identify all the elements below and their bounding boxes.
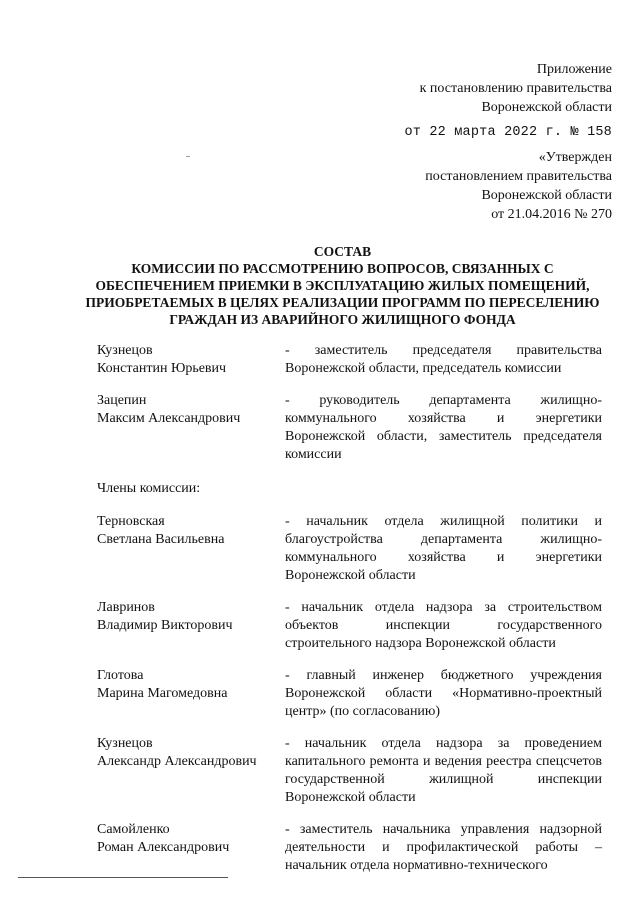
member-surname: Самойленко bbox=[97, 822, 170, 837]
scan-mark bbox=[186, 156, 190, 157]
member-role: - главный инженер бюджетного учреждения Воронежской области «Нормативно-проектный центр» (по согласованию) bbox=[285, 668, 602, 719]
member-name bbox=[97, 667, 285, 721]
approval-date-number: от 21.04.2016 № 270 bbox=[491, 207, 612, 222]
footer-divider bbox=[18, 877, 228, 878]
member-role: - заместитель председателя правительства Воронежской области, председатель комиссии bbox=[285, 343, 602, 376]
member-given-names: Александр Александрович bbox=[97, 754, 257, 769]
member-surname: Зацепин bbox=[97, 393, 147, 408]
member-name bbox=[97, 513, 285, 585]
member-given-names: Роман Александрович bbox=[97, 840, 230, 855]
member-role: - заместитель начальника управления надзорной деятельности и профилактической работы – начальник отдела нормативно-технического bbox=[285, 822, 602, 873]
approval-stamp bbox=[312, 148, 612, 224]
member-row bbox=[97, 821, 602, 875]
member-surname: Глотова bbox=[97, 668, 144, 683]
title-line: КОМИССИИ ПО РАССМОТРЕНИЮ ВОПРОСОВ, СВЯЗАННЫХ С bbox=[131, 261, 554, 276]
title-line: ГРАЖДАН ИЗ АВАРИЙНОГО ЖИЛИЩНОГО ФОНДА bbox=[169, 312, 516, 327]
member-surname: Лавринов bbox=[97, 600, 155, 615]
member-row bbox=[97, 342, 602, 378]
member-surname: Кузнецов bbox=[97, 343, 153, 358]
member-name bbox=[97, 599, 285, 653]
member-row bbox=[97, 392, 602, 464]
decree-date-number: от 22 марта 2022 г. № 158 bbox=[404, 125, 612, 140]
title-line: ОБЕСПЕЧЕНИЕМ ПРИЕМКИ В ЭКСПЛУАТАЦИЮ ЖИЛЫХ ПОМЕЩЕНИЙ, bbox=[95, 278, 590, 293]
member-role: - начальник отдела надзора за проведением капитального ремонта и ведения реестра спецсчетов государственной жилищной инспекции Воронежской области bbox=[285, 736, 602, 805]
member-role: - руководитель департамента жилищно-коммунального хозяйства и энергетики Воронежской области, заместитель председателя комиссии bbox=[285, 393, 602, 462]
member-surname: Терновская bbox=[97, 514, 165, 529]
approval-body: постановлением правительства bbox=[425, 169, 612, 184]
member-name bbox=[97, 735, 285, 807]
member-surname: Кузнецов bbox=[97, 736, 153, 751]
commission-members bbox=[97, 342, 602, 875]
member-given-names: Константин Юрьевич bbox=[97, 361, 227, 376]
appendix-label: Приложение bbox=[536, 62, 612, 77]
member-row bbox=[97, 667, 602, 721]
members-heading: Члены комиссии: bbox=[97, 481, 201, 496]
member-role: - начальник отдела надзора за строительством объектов инспекции государственного строительного надзора Воронежской области bbox=[285, 600, 602, 651]
appendix-header bbox=[312, 60, 612, 142]
member-name bbox=[97, 821, 285, 875]
member-given-names: Владимир Викторович bbox=[97, 618, 233, 633]
approval-label: «Утвержден bbox=[538, 150, 612, 165]
member-given-names: Максим Александрович bbox=[97, 411, 241, 426]
member-name bbox=[97, 392, 285, 464]
title-line: СОСТАВ bbox=[313, 244, 372, 259]
member-row bbox=[97, 735, 602, 807]
member-row bbox=[97, 513, 602, 585]
member-given-names: Марина Магомедовна bbox=[97, 686, 228, 701]
member-row bbox=[97, 599, 602, 653]
document-title bbox=[80, 243, 605, 328]
appendix-region: Воронежской области bbox=[481, 100, 612, 115]
approval-region: Воронежской области bbox=[481, 188, 612, 203]
member-name bbox=[97, 342, 285, 378]
appendix-decree-ref: к постановлению правительства bbox=[419, 81, 612, 96]
member-given-names: Светлана Васильевна bbox=[97, 532, 225, 547]
title-line: ПРИОБРЕТАЕМЫХ В ЦЕЛЯХ РЕАЛИЗАЦИИ ПРОГРАММ ПО ПЕРЕСЕЛЕНИЮ bbox=[85, 295, 600, 310]
member-role: - начальник отдела жилищной политики и благоустройства департамента жилищно-коммунального хозяйства и энергетики Воронежской области bbox=[285, 514, 602, 583]
